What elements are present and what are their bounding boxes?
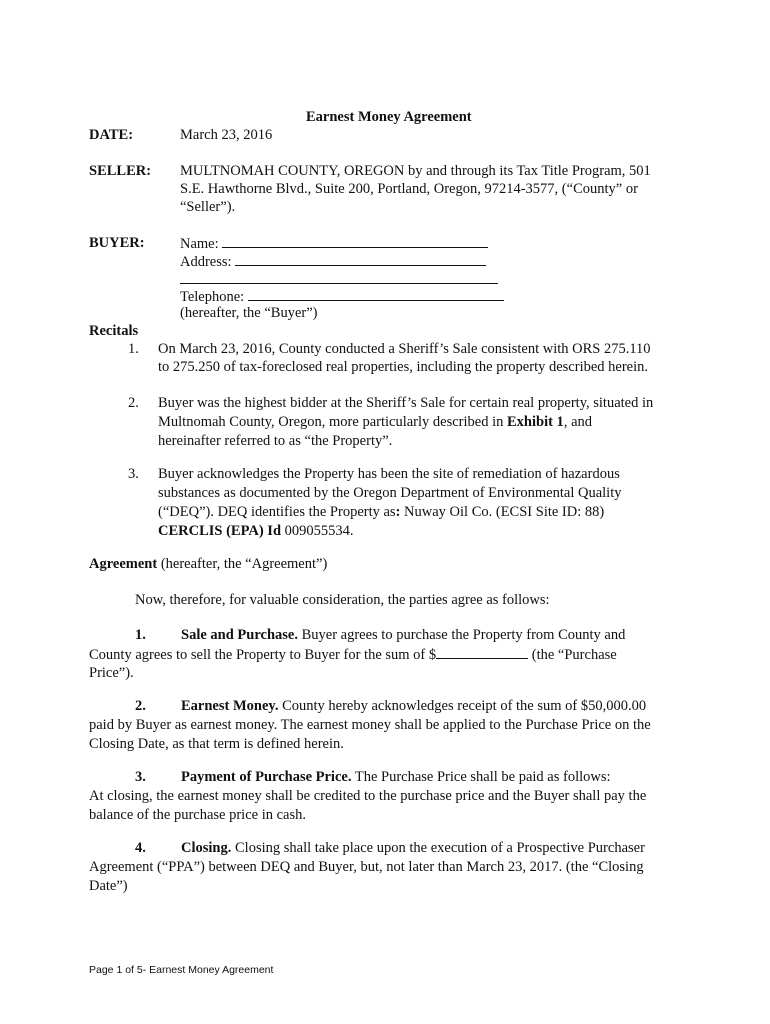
section-1-line-2-end: (the “Purchase xyxy=(528,647,617,663)
buyer-name-row xyxy=(180,234,488,253)
buyer-name-blank[interactable] xyxy=(222,234,488,248)
recital-1-number: 1. xyxy=(128,341,139,357)
now-therefore: Now, therefore, for valuable consideration, the parties agree as follows: xyxy=(135,592,550,608)
section-4-title: Closing. xyxy=(181,840,232,856)
recital-2-line-2-end: , and xyxy=(563,414,592,430)
section-2-text: County hereby acknowledges receipt of the sum of $50,000.00 xyxy=(278,698,647,714)
buyer-telephone-blank[interactable] xyxy=(248,287,504,301)
recital-3-number: 3. xyxy=(128,466,139,482)
buyer-label: BUYER: xyxy=(89,235,145,251)
seller-line-3: “Seller”). xyxy=(180,199,236,215)
recital-1-line-2: to 275.250 of tax-foreclosed real properties, including the property described herein. xyxy=(158,359,649,375)
section-3-line-2: At closing, the earnest money shall be credited to the purchase price and the Buyer shall pay the xyxy=(89,788,647,804)
agreement-heading-rest: (hereafter, the “Agreement”) xyxy=(157,556,328,572)
recital-3-colon: : xyxy=(395,504,401,520)
recital-3-line-4 xyxy=(158,522,354,541)
recital-3-line-3 xyxy=(158,503,604,522)
section-2-number: 2. xyxy=(135,698,146,714)
section-4-line-1 xyxy=(89,839,689,858)
section-1 xyxy=(89,626,689,683)
section-4-line-3: Date”) xyxy=(89,878,128,894)
section-2-line-2: paid by Buyer as earnest money. The earnest money shall be applied to the Purchase Price on the xyxy=(89,717,651,733)
recital-2-line-2-text: Multnomah County, Oregon, more particularly described in xyxy=(158,414,507,430)
cerclis-id: 009055534. xyxy=(281,523,354,539)
section-4 xyxy=(89,839,689,896)
seller-label: SELLER: xyxy=(89,163,152,179)
buyer-telephone-label: Telephone: xyxy=(180,289,245,305)
section-1-line-2 xyxy=(89,645,689,664)
recital-2-line-1: Buyer was the highest bidder at the Sheriff’s Sale for certain real property, situated in xyxy=(158,395,654,411)
section-4-number: 4. xyxy=(135,840,146,856)
seller-line-1: MULTNOMAH COUNTY, OREGON by and through its Tax Title Program, 501 xyxy=(180,163,651,179)
recital-3-site-id: Nuway Oil Co. (ECSI Site ID: 88) xyxy=(400,504,605,520)
buyer-hereafter: (hereafter, the “Buyer”) xyxy=(180,305,318,321)
section-2-line-1 xyxy=(89,697,689,716)
section-3-title: Payment of Purchase Price. xyxy=(181,769,352,785)
recital-2-number: 2. xyxy=(128,395,139,411)
section-1-text: Buyer agrees to purchase the Property from County and xyxy=(297,627,626,643)
recital-1-line-1: On March 23, 2016, County conducted a Sheriff’s Sale consistent with ORS 275.110 xyxy=(158,341,651,357)
section-1-line-3: Price”). xyxy=(89,665,134,681)
buyer-address-blank-2[interactable] xyxy=(180,270,498,284)
recital-3-line-1: Buyer acknowledges the Property has been the site of remediation of hazardous xyxy=(158,466,620,482)
section-1-line-1 xyxy=(89,626,689,645)
section-3 xyxy=(89,768,689,825)
seller-line-2: S.E. Hawthorne Blvd., Suite 200, Portland, Oregon, 97214-3577, (“County” or xyxy=(180,181,638,197)
exhibit-1-ref: Exhibit 1 xyxy=(507,414,564,430)
section-1-number: 1. xyxy=(135,627,146,643)
buyer-address-row xyxy=(180,252,486,271)
section-2 xyxy=(89,697,689,754)
section-3-line-3: balance of the purchase price in cash. xyxy=(89,807,306,823)
recital-3-line-2: substances as documented by the Oregon Department of Environmental Quality xyxy=(158,485,622,501)
date-value: March 23, 2016 xyxy=(180,127,273,143)
buyer-name-label: Name: xyxy=(180,236,219,252)
cerclis-label: CERCLIS (EPA) Id xyxy=(158,523,282,539)
section-2-line-3: Closing Date, as that term is defined herein. xyxy=(89,736,344,752)
buyer-address-blank[interactable] xyxy=(235,252,486,266)
page-footer: Page 1 of 5- Earnest Money Agreement xyxy=(89,964,274,976)
recital-2-line-3: hereinafter referred to as “the Property”. xyxy=(158,433,393,449)
recital-2-line-2 xyxy=(158,413,592,432)
buyer-address-label: Address: xyxy=(180,254,232,270)
agreement-heading-row xyxy=(89,555,327,573)
section-4-line-2: Agreement (“PPA”) between DEQ and Buyer, but, not later than March 23, 2017. (the “Closing xyxy=(89,859,644,875)
recitals-heading: Recitals xyxy=(89,323,139,339)
section-3-text: The Purchase Price shall be paid as follows: xyxy=(351,769,611,785)
section-1-line-2-text: County agrees to sell the Property to Buyer for the sum of $ xyxy=(89,647,437,663)
section-4-text: Closing shall take place upon the execution of a Prospective Purchaser xyxy=(231,840,645,856)
purchase-price-blank[interactable] xyxy=(436,645,528,659)
date-label: DATE: xyxy=(89,127,134,143)
document-title: Earnest Money Agreement xyxy=(306,109,472,125)
section-3-number: 3. xyxy=(135,769,146,785)
section-3-line-1 xyxy=(89,768,689,787)
section-1-title: Sale and Purchase. xyxy=(181,627,298,643)
agreement-heading: Agreement xyxy=(89,556,158,572)
section-2-title: Earnest Money. xyxy=(181,698,279,714)
recital-3-line-3-text: (“DEQ”). DEQ identifies the Property as xyxy=(158,504,396,520)
